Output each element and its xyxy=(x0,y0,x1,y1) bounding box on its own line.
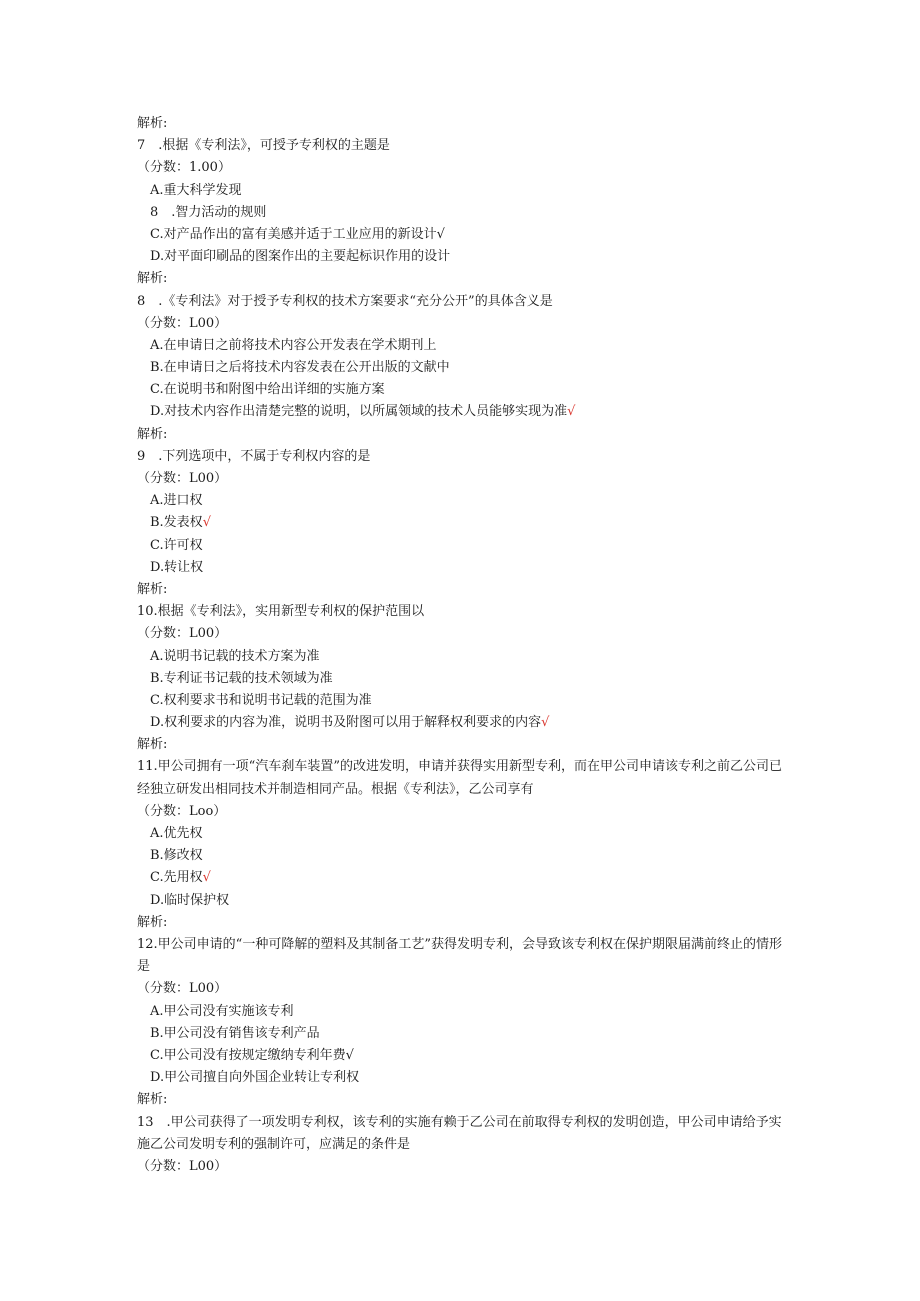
question-stem: 9 .下列选项中，不属于专利权内容的是 xyxy=(137,448,371,464)
option-d: D.对技术内容作出清楚完整的说明，以所属领域的技术人员能够实现为准√ xyxy=(150,404,576,420)
check-mark-icon: √ xyxy=(202,515,211,531)
analysis-label: 解析: xyxy=(137,426,168,442)
analysis-label: 解析: xyxy=(137,271,168,287)
option-d: D.权利要求的内容为准，说明书及附图可以用于解释权利要求的内容√ xyxy=(150,715,550,731)
question-score: （分数：Loo） xyxy=(137,803,227,819)
check-mark-icon: √ xyxy=(541,715,550,731)
option-d: D.甲公司擅自向外国企业转让专利权 xyxy=(150,1070,360,1086)
question-stem: 13 .甲公司获得了一项发明专利权，该专利的实施有赖于乙公司在前取得专利权的发明创造，甲公司申请给予实施乙公司发明专利的强制许可，应满足的条件是 xyxy=(137,1114,782,1152)
question-stem: 11.甲公司拥有一项“汽车刹车装置”的改进发明，申请并获得实用新型专利，而在甲公司申请该专利之前乙公司已经独立研发出相同技术并制造相同产品。根据《专利法》，乙公司享有 xyxy=(137,759,782,797)
question-stem: 10.根据《专利法》，实用新型专利权的保护范围以 xyxy=(137,604,425,620)
question-10 xyxy=(137,601,787,756)
question-11 xyxy=(137,756,787,934)
option-a: A.在申请日之前将技术内容公开发表在学术期刊上 xyxy=(150,337,437,353)
option-c: C.在说明书和附图中给出详细的实施方案 xyxy=(150,382,385,398)
question-stem: 8 .《专利法》对于授予专利权的技术方案要求“充分公开”的具体含义是 xyxy=(137,293,553,309)
option-c: C.甲公司没有按规定缴纳专利年费√ xyxy=(150,1047,354,1063)
option-c: C.权利要求书和说明书记载的范围为准 xyxy=(150,692,372,708)
analysis-label: 解析: xyxy=(137,737,168,753)
option-d: D.转让权 xyxy=(150,559,204,575)
question-score: （分数：L00） xyxy=(137,626,228,642)
question-list xyxy=(137,113,787,1178)
option-b: B.专利证书记载的技术领域为准 xyxy=(150,670,333,686)
question-score: （分数：1.00） xyxy=(137,160,231,176)
option-a: A.甲公司没有实施该专利 xyxy=(150,1003,294,1019)
check-mark-icon: √ xyxy=(345,1047,354,1063)
option-b: B.发表权√ xyxy=(150,515,211,531)
check-mark-icon: √ xyxy=(202,870,211,886)
option-b: B.修改权 xyxy=(150,848,203,864)
option-d: D.临时保护权 xyxy=(150,892,230,908)
option-a: A.进口权 xyxy=(150,493,203,509)
option-b: B.在申请日之后将技术内容发表在公开出版的文献中 xyxy=(150,360,450,376)
option-c: C.先用权√ xyxy=(150,870,211,886)
option-c: C.许可权 xyxy=(150,537,203,553)
question-score: （分数：L00） xyxy=(137,471,228,486)
option-b: 8 .智力活动的规则 xyxy=(150,204,267,220)
question-9 xyxy=(137,446,787,601)
option-a: A.重大科学发现 xyxy=(150,182,242,198)
option-a: A.说明书记载的技术方案为准 xyxy=(150,648,320,664)
question-stem: 12.甲公司申请的“一种可降解的塑料及其制备工艺”获得发明专利，会导致该专利权在保护期限届满前终止的情形是 xyxy=(137,936,782,975)
option-c: C.对产品作出的富有美感并适于工业应用的新设计√ xyxy=(150,226,445,242)
question-12 xyxy=(137,934,787,1112)
option-d: D.对平面印刷品的图案作出的主要起标识作用的设计 xyxy=(150,249,451,265)
check-mark-icon: √ xyxy=(436,226,445,242)
check-mark-icon: √ xyxy=(567,404,576,420)
question-score: （分数：L00） xyxy=(137,1158,228,1174)
option-b: B.甲公司没有销售该专利产品 xyxy=(150,1025,320,1041)
question-7 xyxy=(137,135,787,290)
question-score: （分数：L00） xyxy=(137,315,228,331)
analysis-label: 解析: xyxy=(137,914,168,930)
question-score: （分数：L00） xyxy=(137,981,228,997)
analysis-label: 解析: xyxy=(137,581,168,597)
question-8 xyxy=(137,291,787,446)
analysis-label: 解析: xyxy=(137,116,168,131)
question-stem: 7 .根据《专利法》，可授予专利权的主题是 xyxy=(137,138,390,154)
analysis-label: 解析: xyxy=(137,1092,168,1108)
question-13 xyxy=(137,1112,787,1179)
option-a: A.优先权 xyxy=(150,826,203,842)
